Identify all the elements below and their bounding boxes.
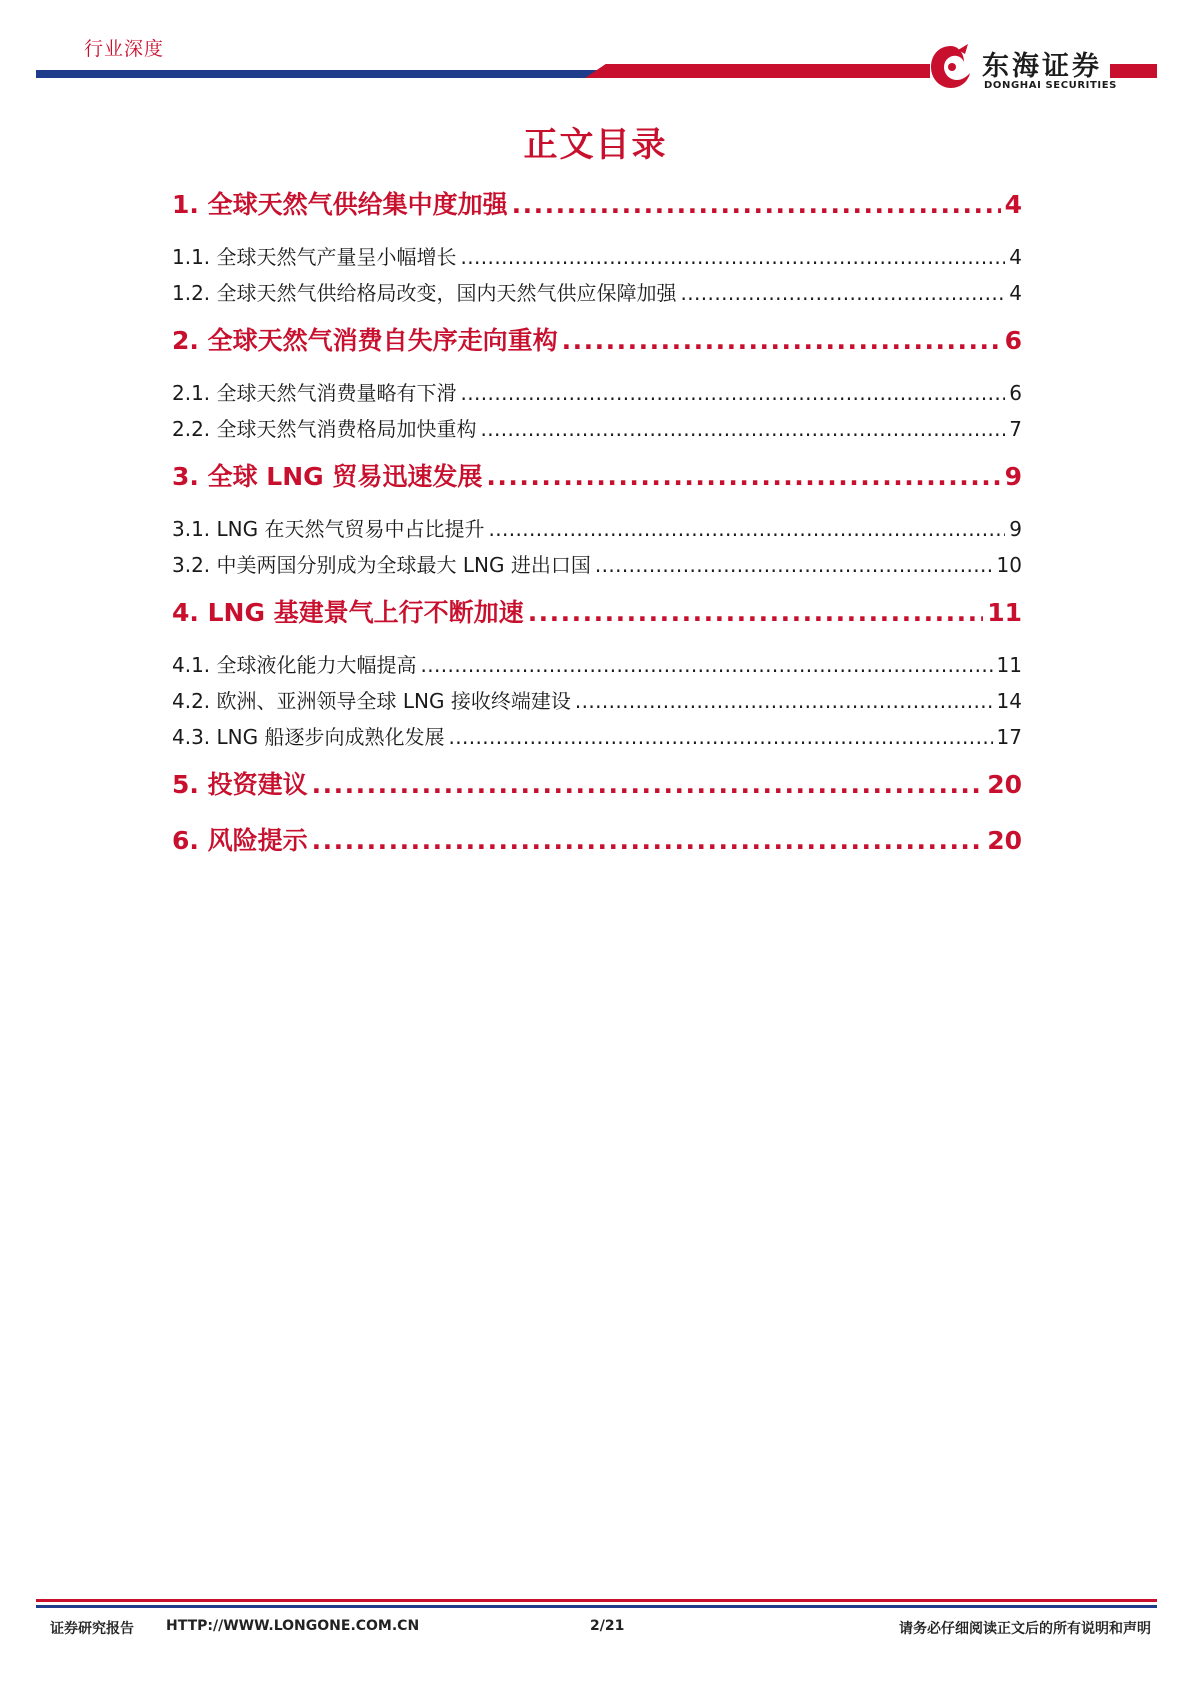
toc-subsection-entry[interactable] [172,513,1022,549]
toc-dot-leader [461,381,1006,405]
toc-page-number: 10 [996,553,1022,577]
header-bar-red-right [1110,64,1157,78]
dragon-logo-icon [928,42,974,92]
logo-chinese-name: 东海证券 [982,51,1102,82]
footer-line-red [36,1599,1157,1602]
footer-website-link[interactable]: HTTP://WWW.LONGONE.COM.CN [166,1618,420,1634]
toc-subsection-entry[interactable] [172,685,1022,721]
toc-page-number: 4 [1009,245,1022,269]
toc-page-number: 17 [996,725,1022,749]
footer-page-number: 2/21 [590,1618,625,1634]
toc-entry-title: 4. LNG 基建景气上行不断加速 [172,598,524,627]
toc-subsection-entry[interactable] [172,649,1022,685]
toc-entry-title: 1. 全球天然气供给集中度加强 [172,190,508,219]
toc-entry-title: 4.1. 全球液化能力大幅提高 [172,653,417,677]
toc-spacer [172,369,1022,377]
toc-spacer [172,449,1022,457]
toc-dot-leader [312,826,984,855]
toc-spacer [172,313,1022,321]
toc-entry-title: 3.2. 中美两国分别成为全球最大 LNG 进出口国 [172,553,591,577]
footer-disclaimer-notice: 请务必仔细阅读正文后的所有说明和声明 [899,1621,1151,1637]
toc-spacer [172,585,1022,593]
toc-spacer [172,505,1022,513]
toc-entry-title: 5. 投资建议 [172,770,308,799]
toc-page-number: 11 [996,653,1022,677]
toc-page-number: 9 [1004,462,1022,491]
toc-entry-title: 2.2. 全球天然气消费格局加快重构 [172,417,477,441]
toc-entry-title: 4.3. LNG 船逐步向成熟化发展 [172,725,445,749]
toc-spacer [172,233,1022,241]
toc-section-entry[interactable] [172,457,1022,505]
toc-dot-leader [421,653,993,677]
toc-page-number: 20 [987,770,1022,799]
toc-spacer [172,813,1022,821]
toc-page-number: 11 [987,598,1022,627]
toc-page-number: 6 [1004,326,1022,355]
toc-subsection-entry[interactable] [172,413,1022,449]
toc-section-entry[interactable] [172,321,1022,369]
toc-entry-title: 3.1. LNG 在天然气贸易中占比提升 [172,517,485,541]
toc-dot-leader [562,326,1001,355]
toc-dot-leader [681,281,1006,305]
toc-entry-title: 1.1. 全球天然气产量呈小幅增长 [172,245,457,269]
toc-entry-title: 2. 全球天然气消费自失序走向重构 [172,326,558,355]
toc-page-number: 9 [1009,517,1022,541]
toc-dot-leader [512,190,1001,219]
logo-english-name: DONGHAI SECURITIES [984,80,1117,91]
footer-report-type: 证券研究报告 [50,1621,134,1637]
table-of-contents [172,185,1022,869]
toc-entry-title: 1.2. 全球天然气供给格局改变，国内天然气供应保障加强 [172,281,677,305]
toc-subsection-entry[interactable] [172,721,1022,757]
toc-section-entry[interactable] [172,185,1022,233]
toc-section-entry[interactable] [172,765,1022,813]
toc-page-number: 14 [996,689,1022,713]
toc-section-entry[interactable] [172,593,1022,641]
toc-page-number: 4 [1004,190,1022,219]
toc-spacer [172,641,1022,649]
page-title: 正文目录 [523,125,668,165]
toc-dot-leader [461,245,1006,269]
toc-subsection-entry[interactable] [172,377,1022,413]
toc-dot-leader [528,598,984,627]
toc-page-number: 6 [1009,381,1022,405]
toc-dot-leader [595,553,993,577]
toc-dot-leader [312,770,984,799]
toc-subsection-entry[interactable] [172,549,1022,585]
toc-entry-title: 6. 风险提示 [172,826,308,855]
toc-page-number: 20 [987,826,1022,855]
toc-dot-leader [448,725,992,749]
toc-dot-leader [575,689,993,713]
toc-subsection-entry[interactable] [172,277,1022,313]
toc-page-number: 7 [1009,417,1022,441]
toc-entry-title: 2.1. 全球天然气消费量略有下滑 [172,381,457,405]
report-category-label: 行业深度 [84,38,165,60]
toc-dot-leader [481,417,1006,441]
toc-spacer [172,757,1022,765]
toc-entry-title: 4.2. 欧洲、亚洲领导全球 LNG 接收终端建设 [172,689,571,713]
toc-dot-leader [488,517,1005,541]
toc-subsection-entry[interactable] [172,241,1022,277]
header-bar-blue [36,70,621,78]
toc-entry-title: 3. 全球 LNG 贸易迅速发展 [172,462,483,491]
header-bar-red [585,64,930,78]
toc-section-entry[interactable] [172,821,1022,869]
toc-page-number: 4 [1009,281,1022,305]
toc-dot-leader [486,462,1000,491]
footer-line-blue [36,1605,1157,1608]
